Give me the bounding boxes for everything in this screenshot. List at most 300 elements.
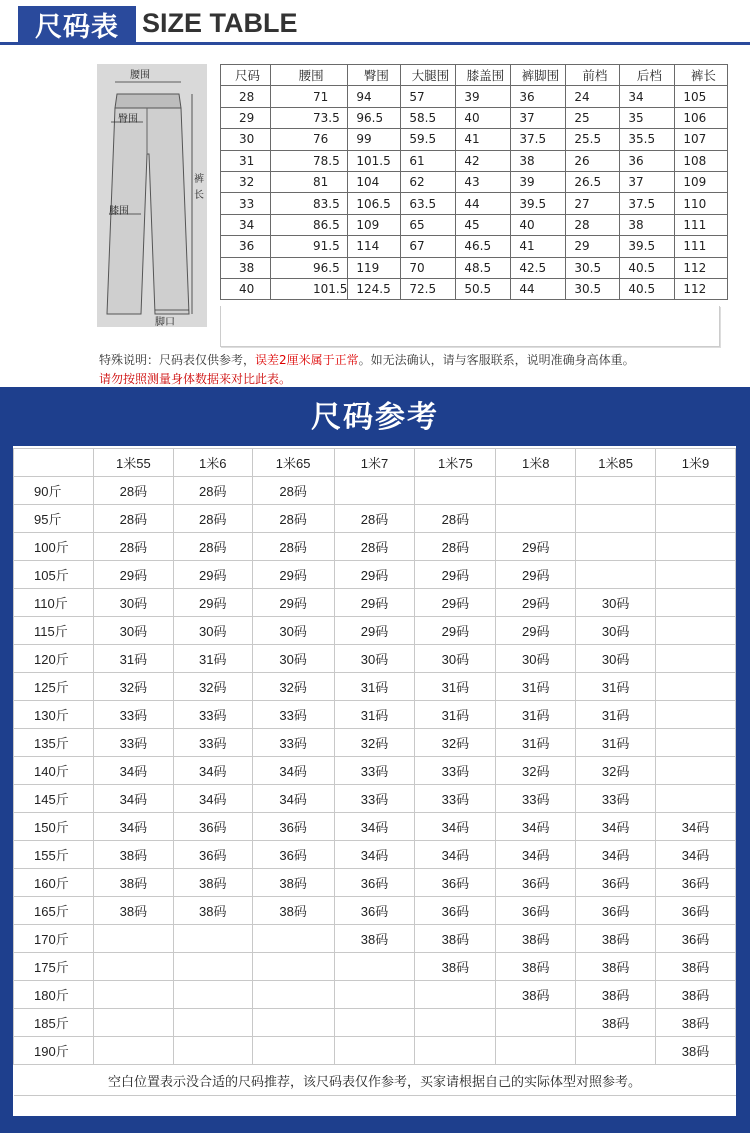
reference-table <box>13 448 736 1096</box>
size-cell: 34码 <box>576 841 656 869</box>
measurement-cell: 30.5 <box>566 278 620 299</box>
size-cell <box>656 673 736 701</box>
measurement-header-cell: 大腿围 <box>401 65 456 86</box>
measurement-cell: 36 <box>221 236 271 257</box>
measurement-cell: 28 <box>221 86 271 107</box>
measurement-cell: 38 <box>511 150 566 171</box>
size-cell: 31码 <box>173 645 252 673</box>
measurement-header-cell: 裤长 <box>675 65 728 86</box>
reference-row <box>14 897 736 925</box>
pants-outline-icon <box>97 64 207 327</box>
size-cell: 28码 <box>334 533 415 561</box>
size-cell: 30码 <box>576 645 656 673</box>
size-cell: 38码 <box>334 925 415 953</box>
measurement-cell: 124.5 <box>348 278 401 299</box>
measurement-cell: 45 <box>456 214 511 235</box>
measurement-header-cell: 臀围 <box>348 65 401 86</box>
weight-cell: 160斤 <box>14 869 94 897</box>
size-cell: 28码 <box>334 505 415 533</box>
size-cell: 29码 <box>93 561 173 589</box>
size-cell <box>656 561 736 589</box>
size-cell <box>656 589 736 617</box>
height-header-cell: 1米75 <box>415 449 496 477</box>
size-cell: 32码 <box>576 757 656 785</box>
size-cell <box>173 1009 252 1037</box>
size-cell <box>656 757 736 785</box>
size-cell <box>496 1037 576 1065</box>
measurement-cell: 32 <box>221 171 271 192</box>
measurement-cell: 109 <box>348 214 401 235</box>
size-cell: 28码 <box>252 477 334 505</box>
size-cell: 38码 <box>496 925 576 953</box>
size-cell: 34码 <box>252 785 334 813</box>
measurement-cell: 106 <box>675 107 728 128</box>
weight-cell: 135斤 <box>14 729 94 757</box>
size-cell <box>415 981 496 1009</box>
reference-row <box>14 841 736 869</box>
label-length: 裤长 <box>194 174 204 201</box>
measurement-cell: 114 <box>348 236 401 257</box>
size-cell: 31码 <box>576 673 656 701</box>
reference-header-row <box>14 449 736 477</box>
size-cell: 33码 <box>252 701 334 729</box>
measurement-cell: 39.5 <box>511 193 566 214</box>
measurement-cell: 81 <box>271 171 348 192</box>
measurement-header-cell: 尺码 <box>221 65 271 86</box>
weight-cell: 130斤 <box>14 701 94 729</box>
measurement-cell: 83.5 <box>271 193 348 214</box>
size-cell <box>334 1037 415 1065</box>
size-cell: 38码 <box>656 981 736 1009</box>
measurement-row <box>221 193 728 214</box>
size-cell: 29码 <box>173 589 252 617</box>
measurement-cell: 101.5 <box>348 150 401 171</box>
size-cell: 29码 <box>496 617 576 645</box>
size-cell: 36码 <box>415 897 496 925</box>
reference-row <box>14 813 736 841</box>
reference-row <box>14 673 736 701</box>
measurement-cell: 37 <box>511 107 566 128</box>
measurement-row <box>221 257 728 278</box>
measurement-cell: 38 <box>221 257 271 278</box>
size-cell: 32码 <box>334 729 415 757</box>
size-cell: 32码 <box>415 729 496 757</box>
label-hip: 臀围 <box>118 114 138 125</box>
measurement-cell: 78.5 <box>271 150 348 171</box>
measurement-cell: 37.5 <box>511 129 566 150</box>
reference-corner-cell <box>14 449 94 477</box>
size-cell: 34码 <box>173 785 252 813</box>
size-cell: 34码 <box>496 813 576 841</box>
measurement-table <box>220 64 728 300</box>
size-cell: 29码 <box>334 589 415 617</box>
measurement-cell: 44 <box>511 278 566 299</box>
measurement-cell: 28 <box>566 214 620 235</box>
size-cell: 30码 <box>93 617 173 645</box>
measurement-cell: 62 <box>401 171 456 192</box>
measurement-cell: 72.5 <box>401 278 456 299</box>
size-cell: 36码 <box>334 897 415 925</box>
measurement-cell: 59.5 <box>401 129 456 150</box>
size-cell: 38码 <box>496 953 576 981</box>
reference-row <box>14 533 736 561</box>
weight-cell: 145斤 <box>14 785 94 813</box>
measurement-cell: 61 <box>401 150 456 171</box>
size-cell <box>334 477 415 505</box>
size-cell: 28码 <box>415 533 496 561</box>
size-cell: 30码 <box>252 645 334 673</box>
size-cell: 33码 <box>576 785 656 813</box>
size-cell <box>93 1009 173 1037</box>
size-cell: 33码 <box>334 757 415 785</box>
measurement-header-cell: 膝盖围 <box>456 65 511 86</box>
height-header-cell: 1米7 <box>334 449 415 477</box>
measurement-cell: 63.5 <box>401 193 456 214</box>
measurement-cell: 29 <box>221 107 271 128</box>
size-cell: 30码 <box>173 617 252 645</box>
measurement-row <box>221 107 728 128</box>
size-cell <box>576 561 656 589</box>
header-divider <box>0 42 750 45</box>
size-cell: 28码 <box>252 533 334 561</box>
size-cell: 32码 <box>252 673 334 701</box>
size-cell: 29码 <box>415 617 496 645</box>
measurement-cell: 96.5 <box>348 107 401 128</box>
size-cell: 36码 <box>252 813 334 841</box>
size-cell: 33码 <box>173 701 252 729</box>
measurement-cell: 39 <box>456 86 511 107</box>
size-cell: 29码 <box>173 561 252 589</box>
measurement-cell: 43 <box>456 171 511 192</box>
note-text: 特殊说明：尺码表仅供参考， <box>99 353 256 367</box>
size-cell <box>334 1009 415 1037</box>
size-cell: 38码 <box>173 869 252 897</box>
size-cell: 36码 <box>173 841 252 869</box>
size-cell <box>93 981 173 1009</box>
reference-row <box>14 1037 736 1065</box>
title-en: SIZE TABLE <box>142 8 298 38</box>
size-cell <box>93 925 173 953</box>
size-cell <box>656 477 736 505</box>
size-cell: 33码 <box>252 729 334 757</box>
reference-table-wrap <box>13 446 736 1116</box>
size-cell <box>576 477 656 505</box>
measurement-cell: 26.5 <box>566 171 620 192</box>
size-cell: 33码 <box>173 729 252 757</box>
measurement-cell: 76 <box>271 129 348 150</box>
measurement-cell: 46.5 <box>456 236 511 257</box>
reference-row <box>14 869 736 897</box>
measurement-cell: 44 <box>456 193 511 214</box>
weight-cell: 100斤 <box>14 533 94 561</box>
measurement-cell: 96.5 <box>271 257 348 278</box>
size-cell: 38码 <box>415 925 496 953</box>
reference-row <box>14 477 736 505</box>
weight-cell: 155斤 <box>14 841 94 869</box>
label-waist: 腰围 <box>130 70 150 81</box>
size-cell: 30码 <box>415 645 496 673</box>
measurement-row <box>221 278 728 299</box>
size-cell: 36码 <box>252 841 334 869</box>
size-cell <box>656 617 736 645</box>
size-cell <box>656 533 736 561</box>
size-cell: 30码 <box>496 645 576 673</box>
measurement-header-row <box>221 65 728 86</box>
reference-row <box>14 701 736 729</box>
size-cell: 30码 <box>334 645 415 673</box>
weight-cell: 170斤 <box>14 925 94 953</box>
measurement-cell: 37 <box>620 171 675 192</box>
size-cell <box>173 981 252 1009</box>
size-cell: 34码 <box>415 813 496 841</box>
size-cell <box>173 953 252 981</box>
measurement-cell: 38 <box>620 214 675 235</box>
size-cell: 28码 <box>93 505 173 533</box>
size-cell <box>576 533 656 561</box>
size-cell <box>576 1037 656 1065</box>
size-cell <box>496 505 576 533</box>
size-cell: 31码 <box>415 701 496 729</box>
measurement-cell: 39.5 <box>620 236 675 257</box>
weight-cell: 185斤 <box>14 1009 94 1037</box>
measurement-cell: 31 <box>221 150 271 171</box>
height-header-cell: 1米8 <box>496 449 576 477</box>
size-cell <box>496 1009 576 1037</box>
measurement-cell: 111 <box>675 236 728 257</box>
measurement-cell: 73.5 <box>271 107 348 128</box>
size-cell: 32码 <box>93 673 173 701</box>
measurement-header-cell: 裤脚围 <box>511 65 566 86</box>
size-cell: 34码 <box>656 841 736 869</box>
measurement-cell: 112 <box>675 278 728 299</box>
measurement-cell: 105 <box>675 86 728 107</box>
size-cell: 36码 <box>415 869 496 897</box>
measurement-cell: 58.5 <box>401 107 456 128</box>
measurement-cell: 36 <box>620 150 675 171</box>
measurement-header-cell: 腰围 <box>271 65 348 86</box>
size-cell: 38码 <box>496 981 576 1009</box>
size-cell: 29码 <box>496 533 576 561</box>
measurement-cell: 40 <box>456 107 511 128</box>
height-header-cell: 1米6 <box>173 449 252 477</box>
measurement-cell: 25.5 <box>566 129 620 150</box>
measurement-cell: 70 <box>401 257 456 278</box>
measurement-cell: 41 <box>511 236 566 257</box>
reference-row <box>14 925 736 953</box>
measurement-row <box>221 236 728 257</box>
measurement-row <box>221 150 728 171</box>
size-cell <box>173 1037 252 1065</box>
page-header <box>0 0 750 58</box>
size-cell: 38码 <box>656 1037 736 1065</box>
size-cell <box>656 729 736 757</box>
measurement-cell: 119 <box>348 257 401 278</box>
label-knee: 膝围 <box>109 206 129 217</box>
size-cell <box>415 477 496 505</box>
size-cell: 28码 <box>173 505 252 533</box>
size-cell: 28码 <box>173 477 252 505</box>
measurement-cell: 48.5 <box>456 257 511 278</box>
size-cell: 36码 <box>496 869 576 897</box>
size-cell <box>656 505 736 533</box>
measurement-table-footer <box>220 306 720 347</box>
size-cell <box>252 925 334 953</box>
height-header-cell: 1米65 <box>252 449 334 477</box>
reference-row <box>14 645 736 673</box>
measurement-cell: 41 <box>456 129 511 150</box>
measurement-cell: 35.5 <box>620 129 675 150</box>
weight-cell: 105斤 <box>14 561 94 589</box>
reference-row <box>14 1009 736 1037</box>
size-cell: 28码 <box>173 533 252 561</box>
measurement-cell: 104 <box>348 171 401 192</box>
measurement-cell: 40.5 <box>620 257 675 278</box>
size-cell: 38码 <box>576 981 656 1009</box>
reference-row <box>14 589 736 617</box>
size-cell: 33码 <box>93 701 173 729</box>
size-cell: 38码 <box>415 953 496 981</box>
size-cell: 38码 <box>93 897 173 925</box>
size-cell: 29码 <box>252 589 334 617</box>
measurement-cell: 112 <box>675 257 728 278</box>
size-cell: 34码 <box>496 841 576 869</box>
size-cell: 30码 <box>93 589 173 617</box>
size-cell: 29码 <box>415 589 496 617</box>
weight-cell: 110斤 <box>14 589 94 617</box>
size-cell: 38码 <box>576 1009 656 1037</box>
size-cell: 38码 <box>93 841 173 869</box>
reference-row <box>14 981 736 1009</box>
size-cell: 38码 <box>656 953 736 981</box>
measurement-cell: 24 <box>566 86 620 107</box>
reference-footer: 空白位置表示没合适的尺码推荐，该尺码表仅作参考，买家请根据自己的实际体型对照参考。 <box>14 1065 736 1096</box>
size-cell: 38码 <box>252 869 334 897</box>
measurement-cell: 111 <box>675 214 728 235</box>
measurement-cell: 29 <box>566 236 620 257</box>
size-cell: 29码 <box>334 561 415 589</box>
size-cell: 36码 <box>496 897 576 925</box>
measurement-cell: 40 <box>511 214 566 235</box>
size-cell: 29码 <box>415 561 496 589</box>
size-cell: 34码 <box>656 813 736 841</box>
size-cell: 31码 <box>576 729 656 757</box>
size-cell: 36码 <box>173 813 252 841</box>
title-cn: 尺码表 <box>18 6 136 42</box>
size-cell: 34码 <box>93 813 173 841</box>
size-cell: 34码 <box>334 813 415 841</box>
size-cell: 38码 <box>93 869 173 897</box>
size-cell: 36码 <box>576 869 656 897</box>
measurement-cell: 34 <box>221 214 271 235</box>
measurement-row <box>221 129 728 150</box>
size-cell: 31码 <box>415 673 496 701</box>
size-cell <box>252 953 334 981</box>
size-cell <box>656 701 736 729</box>
size-cell: 38码 <box>576 925 656 953</box>
weight-cell: 190斤 <box>14 1037 94 1065</box>
weight-cell: 120斤 <box>14 645 94 673</box>
measurement-row <box>221 171 728 192</box>
measurement-cell: 57 <box>401 86 456 107</box>
size-cell: 34码 <box>173 757 252 785</box>
measurement-cell: 40.5 <box>620 278 675 299</box>
measurement-cell: 101.5 <box>271 278 348 299</box>
measurement-row <box>221 214 728 235</box>
size-cell <box>93 1037 173 1065</box>
weight-cell: 180斤 <box>14 981 94 1009</box>
measurement-cell: 39 <box>511 171 566 192</box>
size-cell: 31码 <box>496 673 576 701</box>
size-cell: 32码 <box>173 673 252 701</box>
size-cell <box>252 1009 334 1037</box>
measurement-cell: 91.5 <box>271 236 348 257</box>
height-header-cell: 1米85 <box>576 449 656 477</box>
measurement-cell: 37.5 <box>620 193 675 214</box>
reference-title: 尺码参考 <box>311 400 439 435</box>
measurement-cell: 106.5 <box>348 193 401 214</box>
size-cell <box>496 477 576 505</box>
measurement-cell: 35 <box>620 107 675 128</box>
weight-cell: 115斤 <box>14 617 94 645</box>
size-cell <box>173 925 252 953</box>
size-cell <box>656 785 736 813</box>
reference-row <box>14 729 736 757</box>
size-cell <box>656 645 736 673</box>
measurement-header-cell: 前档 <box>566 65 620 86</box>
measurement-cell: 109 <box>675 171 728 192</box>
reference-row <box>14 757 736 785</box>
size-cell: 34码 <box>93 785 173 813</box>
size-cell: 38码 <box>576 953 656 981</box>
size-cell: 36码 <box>656 869 736 897</box>
size-cell: 29码 <box>496 561 576 589</box>
measurement-row <box>221 86 728 107</box>
height-header-cell: 1米9 <box>656 449 736 477</box>
size-cell: 33码 <box>93 729 173 757</box>
size-cell: 34码 <box>576 813 656 841</box>
size-cell: 31码 <box>496 701 576 729</box>
measurement-cell: 30.5 <box>566 257 620 278</box>
measurement-cell: 36 <box>511 86 566 107</box>
measurement-cell: 42 <box>456 150 511 171</box>
size-cell: 29码 <box>496 589 576 617</box>
size-cell: 28码 <box>252 505 334 533</box>
size-cell <box>576 505 656 533</box>
size-cell: 36码 <box>656 925 736 953</box>
size-cell: 29码 <box>252 561 334 589</box>
size-cell <box>334 981 415 1009</box>
note-warning: 误差2厘米属于正常 <box>255 353 359 367</box>
size-cell: 30码 <box>576 617 656 645</box>
size-cell: 31码 <box>576 701 656 729</box>
weight-cell: 165斤 <box>14 897 94 925</box>
reference-footer-row <box>14 1065 736 1096</box>
size-cell: 34码 <box>334 841 415 869</box>
size-cell: 34码 <box>415 841 496 869</box>
measurement-cell: 71 <box>271 86 348 107</box>
size-cell: 33码 <box>496 785 576 813</box>
size-cell: 30码 <box>576 589 656 617</box>
measurement-cell: 94 <box>348 86 401 107</box>
size-cell: 28码 <box>93 533 173 561</box>
size-cell <box>415 1037 496 1065</box>
measurement-cell: 33 <box>221 193 271 214</box>
size-cell: 38码 <box>656 1009 736 1037</box>
size-cell <box>93 953 173 981</box>
measurement-cell: 65 <box>401 214 456 235</box>
reference-row <box>14 617 736 645</box>
measurement-cell: 110 <box>675 193 728 214</box>
